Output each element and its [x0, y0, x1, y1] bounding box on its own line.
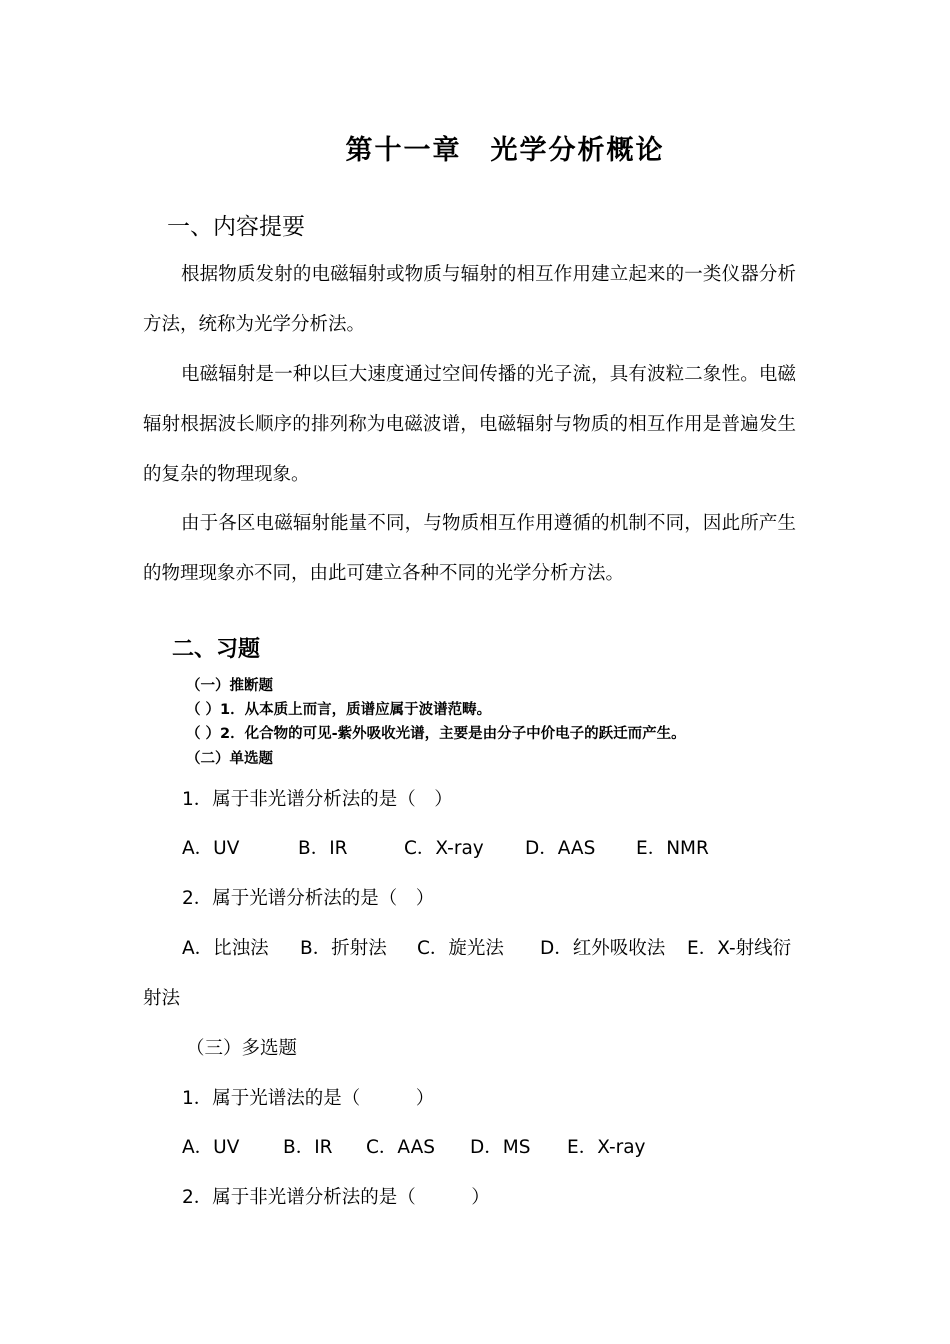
- multi-question-2: 2．属于非光谱分析法的是（ ）: [182, 1187, 490, 1208]
- chapter-title: 第十一章 光学分析概论: [345, 135, 665, 166]
- summary-paragraph-2: 电磁辐射是一种以巨大速度通过空间传播的光子流，具有波粒二象性。电磁辐射根据波长顺序的排列称为电磁波谱，电磁辐射与物质的相互作用是普遍发生的复杂的物理现象。: [143, 364, 796, 485]
- option: B．IR: [298, 838, 348, 859]
- multi-question-1: 1．属于光谱法的是（ ）: [182, 1088, 435, 1109]
- single-question-2-wrap: 射法: [143, 988, 181, 1009]
- option: A．比浊法: [182, 938, 269, 959]
- summary-paragraph-1: 根据物质发射的电磁辐射或物质与辐射的相互作用建立起来的一类仪器分析方法，统称为光学分析法。: [143, 264, 796, 335]
- option: E．NMR: [636, 838, 709, 859]
- option: E．X-射线衍: [687, 938, 792, 959]
- single-heading: （二）单选题: [186, 751, 273, 767]
- judge-question-2: （ ）2．化合物的可见-紫外吸收光谱，主要是由分子中价电子的跃迁而产生。: [186, 726, 686, 742]
- option: C．X-ray: [404, 838, 484, 859]
- option: B．IR: [283, 1137, 333, 1158]
- option: D．AAS: [525, 838, 596, 859]
- section-heading-exercises: 二、习题: [172, 637, 261, 662]
- single-question-2: 2．属于光谱分析法的是（ ）: [182, 888, 435, 909]
- judge-heading: （一）推断题: [186, 678, 273, 694]
- option: C．旋光法: [417, 938, 504, 959]
- option: B．折射法: [300, 938, 387, 959]
- section-heading-summary: 一、内容提要: [167, 214, 305, 240]
- option: A．UV: [182, 838, 240, 859]
- option: A．UV: [182, 1137, 240, 1158]
- option: C．AAS: [366, 1137, 435, 1158]
- option: D．红外吸收法: [540, 938, 666, 959]
- option: D．MS: [470, 1137, 531, 1158]
- multi-heading: （三）多选题: [186, 1038, 298, 1059]
- judge-question-1: （ ）1．从本质上而言，质谱应属于波谱范畴。: [186, 702, 492, 718]
- single-question-1: 1．属于非光谱分析法的是（ ）: [182, 789, 453, 810]
- option: E．X-ray: [567, 1137, 646, 1158]
- summary-paragraph-3: 由于各区电磁辐射能量不同，与物质相互作用遵循的机制不同，因此所产生的物理现象亦不同，由此可建立各种不同的光学分析方法。: [143, 513, 796, 584]
